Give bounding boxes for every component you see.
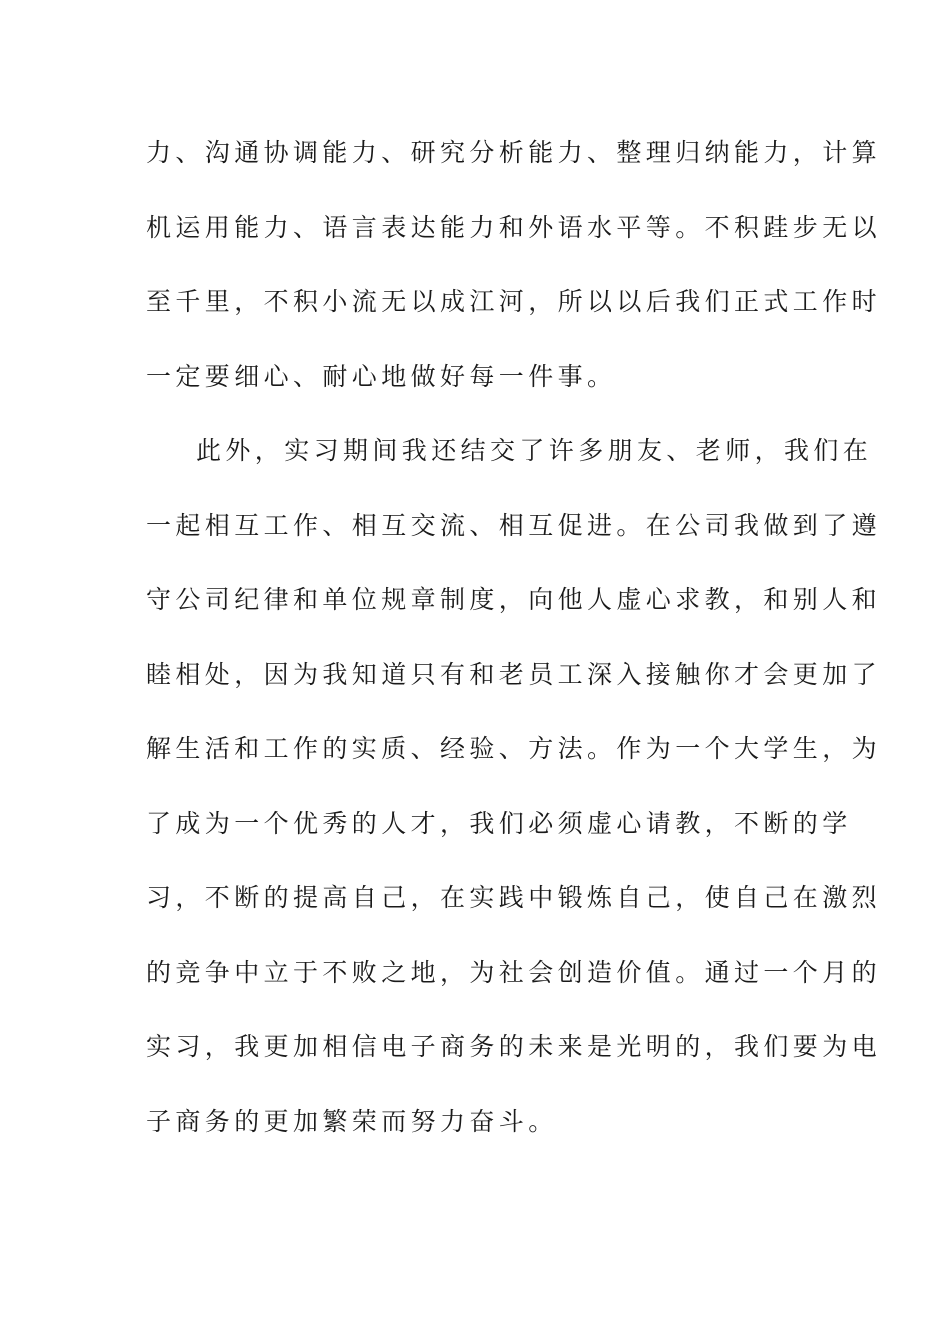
- paragraph-line: 实习，我更加相信电子商务的未来是光明的，我们要为电: [146, 1032, 882, 1061]
- paragraph-2: [146, 426, 882, 1171]
- paragraph-line: 习，不断的提高自己，在实践中锻炼自己，使自己在激烈: [146, 883, 882, 912]
- paragraph-line: 力、沟通协调能力、研究分析能力、整理归纳能力，计算: [146, 138, 882, 167]
- paragraph-line: 至千里，不积小流无以成江河，所以以后我们正式工作时: [146, 287, 882, 316]
- paragraph-line: 解生活和工作的实质、经验、方法。作为一个大学生，为: [146, 734, 882, 763]
- paragraph-line: 子商务的更加繁荣而努力奋斗。: [146, 1106, 558, 1136]
- paragraph-1: [146, 128, 882, 426]
- paragraph-line: 一起相互工作、相互交流、相互促进。在公司我做到了遵: [146, 510, 882, 540]
- paragraph-line: 守公司纪律和单位规章制度，向他人虚心求教，和别人和: [146, 585, 882, 614]
- paragraph-line: 睦相处，因为我知道只有和老员工深入接触你才会更加了: [146, 659, 882, 689]
- paragraph-line: 了成为一个优秀的人才，我们必须虚心请教，不断的学: [146, 808, 852, 838]
- paragraph-line: 的竞争中立于不败之地，为社会创造价值。通过一个月的: [146, 957, 882, 987]
- paragraph-line: 此外，实习期间我还结交了许多朋友、老师，我们在: [196, 436, 873, 465]
- document-body: [146, 128, 882, 1171]
- paragraph-line: 机运用能力、语言表达能力和外语水平等。不积跬步无以: [146, 212, 882, 242]
- paragraph-line: 一定要细心、耐心地做好每一件事。: [146, 361, 617, 391]
